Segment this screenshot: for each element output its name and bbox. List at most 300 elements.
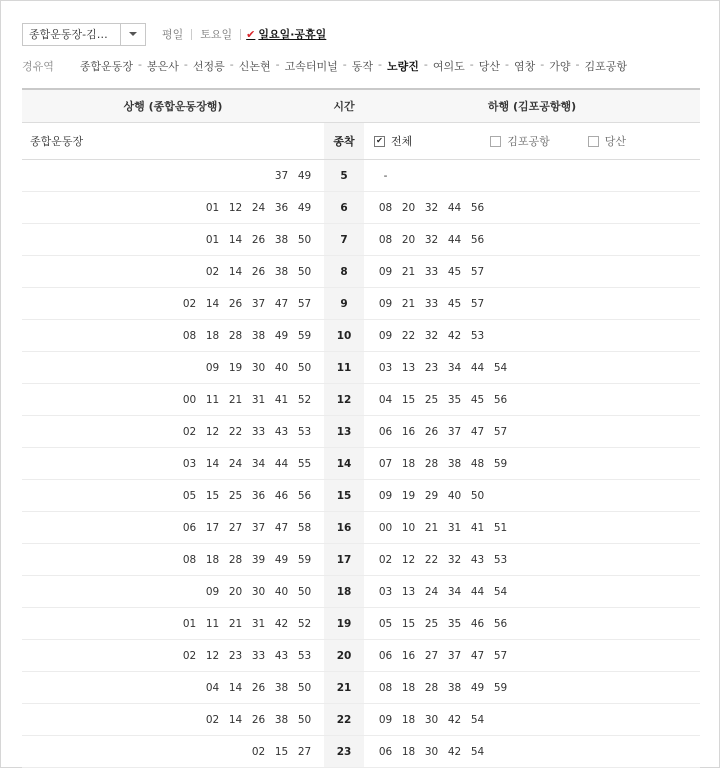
filter-dangsan[interactable] xyxy=(588,133,626,149)
departure-minute: 02 xyxy=(205,265,220,278)
tab-weekday[interactable]: 평일 xyxy=(162,28,184,41)
via-station[interactable]: 고속터미널 xyxy=(284,60,338,73)
up-minutes xyxy=(22,298,324,310)
departure-minute: 23 xyxy=(228,649,243,662)
up-minutes xyxy=(22,266,324,278)
departure-minute: 00 xyxy=(182,393,197,406)
departure-minute: 08 xyxy=(378,201,393,214)
departure-minute: 02 xyxy=(182,649,197,662)
filter-gimpo-label: 김포공항 xyxy=(507,135,550,148)
departure-minute: 18 xyxy=(205,553,220,566)
departure-minute: 18 xyxy=(401,681,416,694)
table-row xyxy=(22,608,700,640)
departure-minute: 15 xyxy=(205,489,220,502)
down-minutes xyxy=(364,234,700,246)
departure-minute: 11 xyxy=(205,617,220,630)
departure-minute: 33 xyxy=(251,649,266,662)
departure-minute: 01 xyxy=(205,201,220,214)
tab-sunday-holiday-label: 일요일·공휴일 xyxy=(258,28,327,41)
departure-minute: 37 xyxy=(447,649,462,662)
departure-minute: 49 xyxy=(297,201,312,214)
up-minutes xyxy=(22,586,324,598)
departure-minute: 54 xyxy=(470,713,485,726)
departure-minute: 44 xyxy=(470,361,485,374)
down-minutes xyxy=(364,394,700,406)
departure-minute: 49 xyxy=(274,553,289,566)
hour-cell: 13 xyxy=(324,416,364,447)
departure-minute: 21 xyxy=(401,297,416,310)
departure-minute: 43 xyxy=(470,553,485,566)
departure-minute: 57 xyxy=(470,297,485,310)
top-bar xyxy=(22,22,326,46)
hour-cell: 23 xyxy=(324,736,364,767)
timetable xyxy=(22,88,700,768)
departure-minute: 27 xyxy=(297,745,312,758)
departure-minute: 47 xyxy=(274,297,289,310)
chevron-down-icon[interactable] xyxy=(120,24,145,45)
departure-minute: 10 xyxy=(401,521,416,534)
departure-minute: 18 xyxy=(401,713,416,726)
departure-minute: 38 xyxy=(447,457,462,470)
departure-minute: 45 xyxy=(470,393,485,406)
departure-minute: 51 xyxy=(493,521,508,534)
departure-minute: 21 xyxy=(228,393,243,406)
up-minutes xyxy=(22,330,324,342)
table-row xyxy=(22,224,700,256)
departure-minute: 02 xyxy=(378,553,393,566)
departure-minute: 11 xyxy=(205,393,220,406)
departure-minute: 49 xyxy=(297,169,312,182)
departure-minute: 32 xyxy=(424,329,439,342)
departure-minute: 40 xyxy=(447,489,462,502)
departure-minute: 31 xyxy=(251,393,266,406)
departure-minute: 44 xyxy=(470,585,485,598)
up-minutes xyxy=(22,714,324,726)
departure-minute: 09 xyxy=(378,265,393,278)
departure-minute: 27 xyxy=(228,521,243,534)
up-destination: 종합운동장 xyxy=(30,135,84,148)
departure-minute: 01 xyxy=(182,617,197,630)
down-minutes xyxy=(364,554,700,566)
check-icon: ✔ xyxy=(246,27,256,41)
departure-minute: 38 xyxy=(274,265,289,278)
departure-minute: 38 xyxy=(447,681,462,694)
departure-minute: 37 xyxy=(447,425,462,438)
departure-minute: 28 xyxy=(424,681,439,694)
down-minutes xyxy=(364,362,700,374)
hour-cell: 16 xyxy=(324,512,364,543)
hour-cell: 20 xyxy=(324,640,364,671)
header-down: 하행 (김포공항행) xyxy=(487,100,577,113)
hour-cell: 11 xyxy=(324,352,364,383)
departure-minute: 20 xyxy=(401,201,416,214)
filter-dangsan-label: 당산 xyxy=(604,135,627,148)
departure-minute: 44 xyxy=(274,457,289,470)
departure-minute: 35 xyxy=(447,617,462,630)
hour-cell: 5 xyxy=(324,160,364,191)
station-separator: - xyxy=(540,58,545,71)
header-up: 상행 (종합운동장행) xyxy=(123,100,223,113)
via-station[interactable]: 가양 xyxy=(549,60,571,73)
departure-minute: 53 xyxy=(297,425,312,438)
departure-minute: 01 xyxy=(205,233,220,246)
departure-minute: 38 xyxy=(274,681,289,694)
departure-minute: 13 xyxy=(401,585,416,598)
departure-minute: 30 xyxy=(424,713,439,726)
departure-minute: 21 xyxy=(401,265,416,278)
departure-minute: 02 xyxy=(205,713,220,726)
departure-minute: 16 xyxy=(401,649,416,662)
tab-sunday-holiday[interactable] xyxy=(246,26,326,42)
table-body xyxy=(22,160,700,768)
departure-minute: 53 xyxy=(493,553,508,566)
station-separator: - xyxy=(505,58,510,71)
departure-minute: 54 xyxy=(493,361,508,374)
down-minutes xyxy=(364,522,700,534)
terminal-label: 종착 xyxy=(324,123,364,159)
hour-cell: 18 xyxy=(324,576,364,607)
departure-minute: 56 xyxy=(493,393,508,406)
hour-cell: 9 xyxy=(324,288,364,319)
via-station[interactable]: 김포공항 xyxy=(584,60,628,73)
hour-cell: 15 xyxy=(324,480,364,511)
station-separator: - xyxy=(138,58,143,71)
departure-minute: 08 xyxy=(182,553,197,566)
departure-minute: 42 xyxy=(447,745,462,758)
table-row xyxy=(22,416,700,448)
departure-minute: 25 xyxy=(424,617,439,630)
departure-minute: 27 xyxy=(424,649,439,662)
departure-minute: 15 xyxy=(401,617,416,630)
hour-cell: 14 xyxy=(324,448,364,479)
departure-minute: 42 xyxy=(447,329,462,342)
departure-minute: 59 xyxy=(493,457,508,470)
departure-minute: 37 xyxy=(274,169,289,182)
up-minutes xyxy=(22,650,324,662)
up-minutes xyxy=(22,682,324,694)
departure-minute: 28 xyxy=(228,329,243,342)
table-row xyxy=(22,384,700,416)
table-row xyxy=(22,672,700,704)
table-row xyxy=(22,320,700,352)
departure-minute: 42 xyxy=(447,713,462,726)
departure-minute: 00 xyxy=(378,521,393,534)
departure-minute: 18 xyxy=(401,457,416,470)
down-minutes xyxy=(364,458,700,470)
departure-minute: 30 xyxy=(424,745,439,758)
departure-minute: 50 xyxy=(297,265,312,278)
hour-cell: 17 xyxy=(324,544,364,575)
departure-minute: 20 xyxy=(228,585,243,598)
via-label: 경유역 xyxy=(22,60,54,73)
via-station[interactable]: 신논현 xyxy=(238,60,271,73)
departure-minute: 12 xyxy=(205,425,220,438)
up-minutes xyxy=(22,170,324,182)
departure-minute: 49 xyxy=(274,329,289,342)
departure-minute: 48 xyxy=(470,457,485,470)
departure-minute: 50 xyxy=(297,361,312,374)
table-row xyxy=(22,256,700,288)
departure-minute: 17 xyxy=(205,521,220,534)
departure-minute: 06 xyxy=(378,649,393,662)
route-select-value: 종합운동장-김… xyxy=(29,28,108,41)
up-minutes xyxy=(22,458,324,470)
departure-minute: 06 xyxy=(182,521,197,534)
departure-minute: 56 xyxy=(493,617,508,630)
departure-minute: 54 xyxy=(493,585,508,598)
departure-minute: 50 xyxy=(470,489,485,502)
down-minutes xyxy=(364,746,700,758)
departure-minute: 47 xyxy=(470,425,485,438)
departure-minute: 26 xyxy=(251,713,266,726)
table-row xyxy=(22,480,700,512)
hour-cell: 19 xyxy=(324,608,364,639)
departure-minute: 25 xyxy=(424,393,439,406)
departure-minute: 30 xyxy=(251,361,266,374)
departure-minute: 03 xyxy=(378,361,393,374)
departure-minute: 21 xyxy=(424,521,439,534)
down-minutes xyxy=(364,650,700,662)
checkbox-icon[interactable] xyxy=(588,136,599,147)
filter-gimpo[interactable] xyxy=(490,133,550,149)
departure-minute: 38 xyxy=(274,713,289,726)
hour-cell: 22 xyxy=(324,704,364,735)
hour-cell: 10 xyxy=(324,320,364,351)
departure-minute: 09 xyxy=(378,329,393,342)
departure-minute: 43 xyxy=(274,649,289,662)
departure-minute: 40 xyxy=(274,361,289,374)
table-row xyxy=(22,288,700,320)
departure-minute: 08 xyxy=(182,329,197,342)
departure-minute: 19 xyxy=(228,361,243,374)
table-row xyxy=(22,448,700,480)
departure-minute: 26 xyxy=(251,265,266,278)
departure-minute: 08 xyxy=(378,681,393,694)
departure-minute: 12 xyxy=(205,649,220,662)
station-separator: - xyxy=(183,58,188,71)
departure-minute: 42 xyxy=(274,617,289,630)
departure-minute: 46 xyxy=(470,617,485,630)
via-station[interactable]: 종합운동장 xyxy=(79,60,134,73)
via-station[interactable]: 노량진 xyxy=(387,60,419,73)
departure-minute: 45 xyxy=(447,297,462,310)
down-minutes xyxy=(364,426,700,438)
departure-minute: 34 xyxy=(447,585,462,598)
departure-minute: 35 xyxy=(447,393,462,406)
departure-minute: 13 xyxy=(401,361,416,374)
departure-minute: 46 xyxy=(274,489,289,502)
departure-minute: 14 xyxy=(228,265,243,278)
departure-minute: 50 xyxy=(297,233,312,246)
table-row xyxy=(22,736,700,768)
departure-minute: 57 xyxy=(493,649,508,662)
departure-minute: 05 xyxy=(378,617,393,630)
station-separator: - xyxy=(423,58,428,71)
departure-minute: 25 xyxy=(228,489,243,502)
table-row xyxy=(22,704,700,736)
departure-minute: 50 xyxy=(297,681,312,694)
departure-minute: 04 xyxy=(205,681,220,694)
departure-minute: 09 xyxy=(378,489,393,502)
departure-minute: 09 xyxy=(378,713,393,726)
up-minutes xyxy=(22,522,324,534)
departure-minute: 43 xyxy=(274,425,289,438)
station-separator: - xyxy=(275,58,280,71)
header-time: 시간 xyxy=(333,100,355,113)
departure-minute: 59 xyxy=(493,681,508,694)
departure-minute: 15 xyxy=(401,393,416,406)
departure-minute: 33 xyxy=(251,425,266,438)
route-select[interactable] xyxy=(22,23,146,46)
departure-minute: 18 xyxy=(401,745,416,758)
departure-minute: 44 xyxy=(447,233,462,246)
departure-minute: 37 xyxy=(251,521,266,534)
departure-minute: 14 xyxy=(205,297,220,310)
filter-all-label: 전체 xyxy=(391,135,413,148)
down-minutes xyxy=(364,714,700,726)
departure-minute: 36 xyxy=(251,489,266,502)
departure-minute: 09 xyxy=(205,361,220,374)
departure-minute: 34 xyxy=(447,361,462,374)
departure-minute: 09 xyxy=(378,297,393,310)
departure-minute: 14 xyxy=(228,713,243,726)
departure-minute: 32 xyxy=(424,233,439,246)
via-stations xyxy=(22,58,627,74)
departure-minute: 53 xyxy=(297,649,312,662)
checkbox-icon[interactable] xyxy=(490,136,501,147)
departure-minute: 14 xyxy=(228,681,243,694)
departure-minute: 26 xyxy=(251,681,266,694)
departure-minute: 52 xyxy=(297,393,312,406)
departure-minute: 50 xyxy=(297,713,312,726)
table-row xyxy=(22,544,700,576)
departure-minute: 38 xyxy=(251,329,266,342)
departure-minute: 32 xyxy=(424,201,439,214)
departure-minute: 47 xyxy=(470,649,485,662)
departure-minute: 02 xyxy=(182,297,197,310)
departure-minute: 23 xyxy=(424,361,439,374)
table-header xyxy=(22,88,700,123)
table-row xyxy=(22,512,700,544)
station-separator: - xyxy=(575,58,580,71)
departure-minute: 04 xyxy=(378,393,393,406)
departure-minute: 24 xyxy=(228,457,243,470)
departure-minute: 59 xyxy=(297,329,312,342)
departure-minute: 47 xyxy=(274,521,289,534)
table-row xyxy=(22,160,700,192)
departure-minute: 05 xyxy=(182,489,197,502)
departure-minute: 56 xyxy=(297,489,312,502)
departure-minute: 26 xyxy=(251,233,266,246)
departure-minute: 14 xyxy=(228,233,243,246)
down-minutes xyxy=(364,490,700,502)
departure-minute: 22 xyxy=(228,425,243,438)
departure-minute: 36 xyxy=(274,201,289,214)
up-minutes xyxy=(22,426,324,438)
departure-minute: 24 xyxy=(424,585,439,598)
tab-divider xyxy=(191,29,192,40)
via-station[interactable]: 염창 xyxy=(514,60,536,73)
via-station[interactable]: 봉은사 xyxy=(147,60,179,73)
departure-minute: 15 xyxy=(274,745,289,758)
departure-minute: 26 xyxy=(424,425,439,438)
departure-minute: 12 xyxy=(401,553,416,566)
departure-minute: 19 xyxy=(401,489,416,502)
up-minutes xyxy=(22,202,324,214)
table-row xyxy=(22,640,700,672)
departure-minute: 33 xyxy=(424,297,439,310)
table-row xyxy=(22,576,700,608)
departure-minute: 02 xyxy=(182,425,197,438)
departure-minute: 09 xyxy=(205,585,220,598)
departure-minute: 06 xyxy=(378,745,393,758)
departure-minute: 50 xyxy=(297,585,312,598)
hour-cell: 21 xyxy=(324,672,364,703)
via-station[interactable]: 선정릉 xyxy=(192,60,225,73)
station-separator: - xyxy=(469,58,474,71)
departure-minute: 22 xyxy=(401,329,416,342)
departure-minute: 12 xyxy=(228,201,243,214)
departure-minute: 31 xyxy=(251,617,266,630)
departure-minute: 56 xyxy=(470,201,485,214)
departure-minute: 59 xyxy=(297,553,312,566)
departure-minute: - xyxy=(383,169,388,182)
tab-saturday[interactable]: 토요일 xyxy=(200,28,233,41)
departure-minute: 52 xyxy=(297,617,312,630)
departure-minute: 06 xyxy=(378,425,393,438)
departure-minute: 21 xyxy=(228,617,243,630)
departure-minute: 24 xyxy=(251,201,266,214)
checkbox-checked-icon[interactable]: ✔ xyxy=(374,136,385,147)
departure-minute: 16 xyxy=(401,425,416,438)
departure-minute: 38 xyxy=(274,233,289,246)
departure-minute: 45 xyxy=(447,265,462,278)
departure-minute: 40 xyxy=(274,585,289,598)
departure-minute: 03 xyxy=(378,585,393,598)
departure-minute: 08 xyxy=(378,233,393,246)
departure-minute: 55 xyxy=(297,457,312,470)
departure-minute: 28 xyxy=(228,553,243,566)
hour-cell: 6 xyxy=(324,192,364,223)
via-station[interactable]: 당산 xyxy=(478,60,501,73)
departure-minute: 56 xyxy=(470,233,485,246)
down-minutes xyxy=(364,298,700,310)
departure-minute: 57 xyxy=(297,297,312,310)
station-separator: - xyxy=(229,58,234,71)
via-station[interactable]: 여의도 xyxy=(432,60,465,73)
via-station[interactable]: 동작 xyxy=(351,60,374,73)
departure-minute: 32 xyxy=(447,553,462,566)
down-filters xyxy=(364,133,700,149)
departure-minute: 31 xyxy=(447,521,462,534)
down-minutes xyxy=(364,170,700,182)
hour-cell: 7 xyxy=(324,224,364,255)
departure-minute: 33 xyxy=(424,265,439,278)
filter-all[interactable] xyxy=(374,133,412,149)
departure-minute: 41 xyxy=(274,393,289,406)
hour-cell: 8 xyxy=(324,256,364,287)
down-minutes xyxy=(364,266,700,278)
up-minutes xyxy=(22,554,324,566)
departure-minute: 34 xyxy=(251,457,266,470)
up-minutes xyxy=(22,362,324,374)
down-minutes xyxy=(364,202,700,214)
departure-minute: 20 xyxy=(401,233,416,246)
table-row xyxy=(22,352,700,384)
departure-minute: 58 xyxy=(297,521,312,534)
departure-minute: 29 xyxy=(424,489,439,502)
table-row xyxy=(22,192,700,224)
